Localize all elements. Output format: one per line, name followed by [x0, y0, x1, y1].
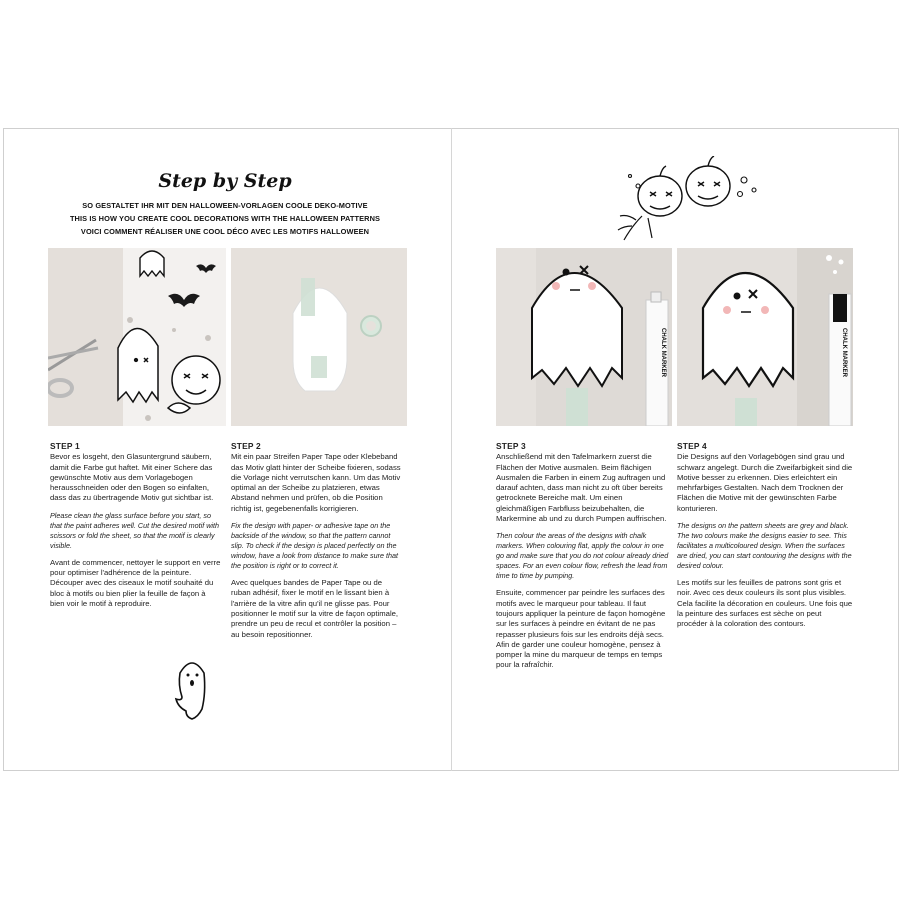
svg-text:CHALK MARKER: CHALK MARKER [841, 328, 847, 377]
page-gutter [451, 128, 452, 771]
step-2-fr: Avec quelques bandes de Paper Tape ou de ruban adhésif, fixer le motif en le lissant bien à l'arrière de la vitre afin qu'il ne glisse pas. Pour positionner le motif sur la vitre de façon optimale, prendre un peu de recul et contrôler la position – au besoin repositionner. [231, 578, 399, 639]
ghost-icon [118, 328, 158, 402]
step-1-label: STEP 1 [50, 441, 80, 451]
step-3-label: STEP 3 [496, 441, 526, 451]
step-2-text [231, 441, 403, 647]
step-3-de: Anschließend mit den Tafelmarkern zuerst die Flächen der Motive ausmalen. Beim flächigen Ausmalen die Farben in einem Zug auftragen und darauf achten, dass man nicht zu oft über bereits getrocknete Bereiche malt. Um einen gleichmäßigen Farbfluss beizubehalten, die Markermine ab und zu durch Pumpen auffrischen. [496, 452, 667, 524]
step-4-fr: Les motifs sur les feuilles de patrons sont gris et noir. Avec ces deux couleurs ils sont plus visibles. Cela facilite la décoration en couleurs. Une fois que la peinture des surfaces est sèche on peut procéder à la coloration des contours. [677, 578, 853, 629]
subtitle-en: THIS IS HOW YOU CREATE COOL DECORATIONS WITH THE HALLOWEEN PATTERNS [69, 214, 381, 223]
step-4-label: STEP 4 [677, 441, 707, 451]
subtitle-de: SO GESTALTET IHR MIT DEN HALLOWEEN-VORLAGEN COOLE DEKO-MOTIVE [82, 201, 368, 210]
subtitle-fr: VOICI COMMENT RÉALISER UNE COOL DÉCO AVEC LES MOTIFS HALLOWEEN [80, 227, 370, 236]
step-1-fr: Avant de commencer, nettoyer le support en verre pour optimiser l'adhérence de la peinture. Découper avec des ciseaux le motif souhaité du bloc à motifs ou bien plier la feuille de façon à bien voir le motif à reproduire. [50, 557, 221, 608]
photo-step-2 [231, 248, 407, 426]
ghost-icon [703, 273, 793, 386]
step-4-en: The designs on the pattern sheets are grey and black. The two colours make the designs easier to see. This facilitates a multicoloured design. When the surfaces are dried, you can start contouring the designs with the desired colour. [677, 521, 852, 571]
svg-text:CHALK MARKER: CHALK MARKER [660, 328, 666, 377]
step-3-fr: Ensuite, commencer par peindre les surfaces des motifs avec le marqueur pour tableau. Il faut toujours appliquer la peinture de façon homogène sur les surfaces à peindre en évitant de ne pas repasser plusieurs fois sur les endroits déjà secs. Afin de garder une couleur homogène, pensez à pomper la mine du marqueur de temps en temps pour la rafraîchir. [496, 588, 666, 670]
pumpkin-doodle [612, 156, 772, 246]
tape-roll [361, 316, 381, 336]
pumpkin-icon [638, 156, 730, 216]
step-4-de: Die Designs auf den Vorlagebögen sind grau und schwarz angelegt. Durch die Zweifarbigkeit sind die Motive besser zu erkennen. Dies erleichtert ein mehrfarbiges Gestalten. Nach dem Trocknen der Flächen die Motive mit der gewünschten Farbe konturieren. [677, 452, 853, 513]
step-3-text [496, 441, 672, 678]
step-2-en: Fix the design with paper- or adhesive tape on the backside of the window, so that the pattern cannot slip. To check if the design is placed perfectly on the window, have a look from distance to make sure that the position is right or to correct it. [231, 521, 398, 571]
step-1-en: Please clean the glass surface before you start, so that the paint adheres well. Cut the desired motif with scissors or fold the sheet, so that the motif is clearly visible. [50, 510, 219, 550]
photo-step-4 [677, 248, 853, 426]
step-1-de: Bevor es losgeht, den Glasuntergrund säubern, damit die Farbe gut haftet. Mit einer Schere das gewünschte Motiv aus dem Vorlagebogen herausschneiden oder den Bogen so einfalten, dass das zu übertragende Motiv gut sichtbar ist. [50, 452, 214, 503]
page-title: Step by Step [158, 170, 292, 192]
chalk-marker-icon [829, 294, 851, 426]
photo-step-1 [48, 248, 226, 426]
photo-step-3 [496, 248, 672, 426]
chalk-marker-icon [646, 292, 668, 426]
ghost-icon [170, 655, 214, 723]
step-3-en: Then colour the areas of the designs with chalk markers. When colouring flat, apply the colour in one go and make sure that you do not colour already dried spaces. For an even colour flow, refresh the lead from time to time by pumping. [496, 531, 669, 581]
step-4-text [677, 441, 853, 637]
step-2-label: STEP 2 [231, 441, 261, 451]
step-2-de: Mit ein paar Streifen Paper Tape oder Klebeband das Motiv glatt hinter der Scheibe fixieren, sodass die Vorlage nicht verrutschen kann. Um das Motiv optimal an der Scheibe zu platzieren, etwas Abstand nehmen und prüfen, ob die Position richtig ist, gegebenenfalls korrigieren. [231, 452, 401, 513]
step-1-text [50, 441, 222, 616]
